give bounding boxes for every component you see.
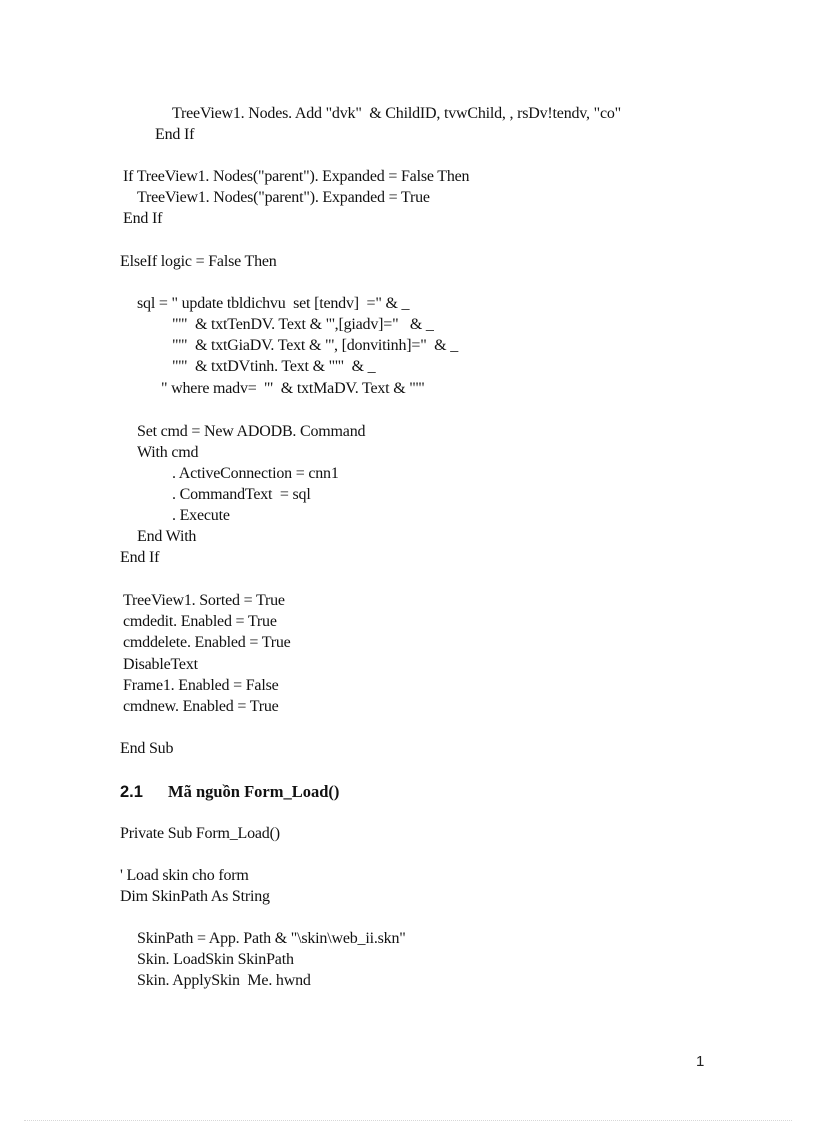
code-line: Frame1. Enabled = False	[123, 677, 279, 694]
code-line: End If	[123, 210, 163, 227]
code-line: "'" & txtGiaDV. Text & "', [donvitinh]=" & _	[172, 337, 458, 354]
code-line: . ActiveConnection = cnn1	[172, 465, 339, 482]
code-line: SkinPath = App. Path & "\skin\web_ii.skn"	[137, 930, 406, 947]
code-line: With cmd	[137, 444, 199, 461]
page-bottom-divider	[24, 1120, 792, 1121]
code-line: Skin. LoadSkin SkinPath	[137, 951, 294, 968]
code-line: End With	[137, 528, 197, 545]
code-line: . Execute	[172, 507, 230, 524]
code-line: If TreeView1. Nodes("parent"). Expanded = False Then	[123, 168, 470, 185]
section-title: Mã nguồn Form_Load()	[168, 782, 340, 801]
code-line: ' Load skin cho form	[120, 867, 249, 884]
code-line: Dim SkinPath As String	[120, 888, 270, 905]
code-line: ElseIf logic = False Then	[120, 253, 277, 270]
code-line: End If	[120, 549, 160, 566]
code-line: End If	[155, 126, 195, 143]
code-line: cmddelete. Enabled = True	[123, 634, 291, 651]
code-line: TreeView1. Nodes. Add "dvk" & ChildID, tvwChild, , rsDv!tendv, "co"	[172, 105, 622, 122]
code-line: cmdedit. Enabled = True	[123, 613, 277, 630]
code-line: Private Sub Form_Load()	[120, 825, 280, 842]
page-number: 1	[696, 1053, 705, 1070]
code-line: "'" & txtTenDV. Text & "',[giadv]=" & _	[172, 316, 434, 333]
code-line: TreeView1. Nodes("parent"). Expanded = True	[137, 189, 430, 206]
code-line: End Sub	[120, 740, 174, 757]
code-line: DisableText	[123, 656, 198, 673]
code-line: TreeView1. Sorted = True	[123, 592, 285, 609]
code-line: Skin. ApplySkin Me. hwnd	[137, 972, 311, 989]
section-heading	[120, 782, 339, 802]
code-line: sql = " update tbldichvu set [tendv] =" & _	[137, 295, 410, 312]
code-line: "'" & txtDVtinh. Text & "'" & _	[172, 358, 376, 375]
code-line: Set cmd = New ADODB. Command	[137, 423, 366, 440]
code-line: " where madv= '" & txtMaDV. Text & "'"	[161, 380, 425, 397]
code-line: cmdnew. Enabled = True	[123, 698, 279, 715]
code-line: . CommandText = sql	[172, 486, 311, 503]
section-number: 2.1	[120, 783, 143, 801]
